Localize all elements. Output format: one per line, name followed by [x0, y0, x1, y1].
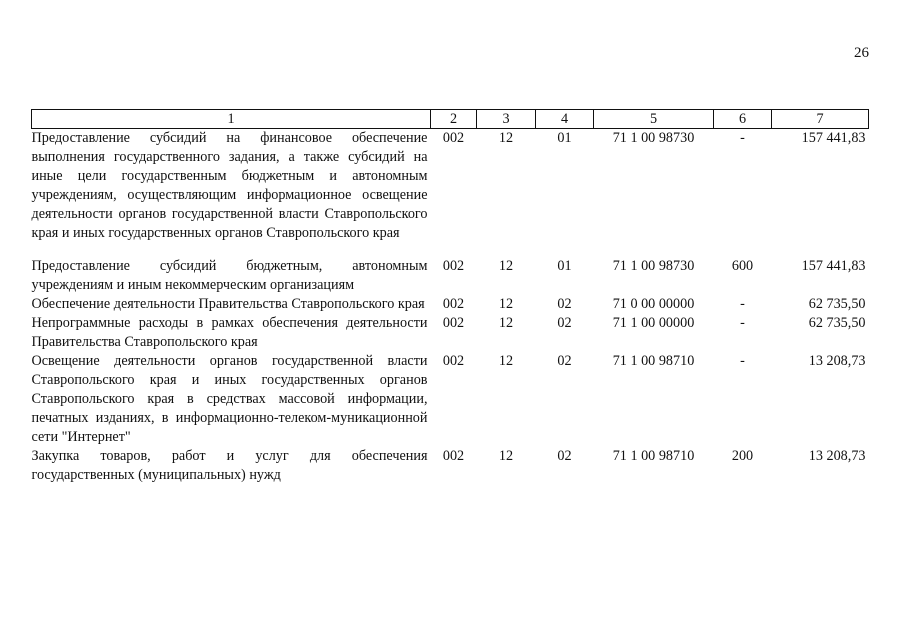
table-row [32, 295, 869, 314]
row-expense-type: - [740, 353, 745, 369]
header-col-1: 1 [32, 110, 431, 129]
row-ministry: 002 [442, 296, 465, 312]
row-name: Непрограммные расходы в рамках обеспечения деятельности Правительства Ставропольского края [31, 315, 428, 350]
row-ministry: 002 [442, 315, 465, 331]
row-name: Обеспечение деятельности Правительства Ставропольского края [31, 296, 425, 312]
row-subsection: 01 [557, 130, 572, 146]
header-col-5: 5 [594, 110, 714, 129]
header-col-4: 4 [536, 110, 594, 129]
row-amount: 157 441,83 [801, 258, 866, 274]
row-name: Предоставление субсидий бюджетным, автономным учреждениям и иным некоммерческим организациям [31, 258, 428, 293]
row-section: 12 [498, 296, 514, 312]
table-row [32, 352, 869, 447]
row-expense-type: - [740, 296, 745, 312]
row-ministry: 002 [442, 258, 465, 274]
table-row [32, 447, 869, 485]
header-col-3: 3 [477, 110, 536, 129]
row-expense-type: - [740, 315, 745, 331]
row-expense-type: - [740, 130, 745, 146]
row-amount: 157 441,83 [801, 130, 866, 146]
row-target: 71 1 00 00000 [612, 315, 695, 331]
table-row [32, 314, 869, 352]
row-name: Закупка товаров, работ и услуг для обеспечения государственных (муниципальных) нужд [31, 448, 428, 483]
row-subsection: 02 [557, 448, 572, 464]
header-row [32, 110, 869, 129]
table-row [32, 257, 869, 295]
row-ministry: 002 [442, 353, 465, 369]
row-target: 71 0 00 00000 [612, 296, 695, 312]
row-amount: 62 735,50 [808, 315, 866, 331]
page-number: 26 [854, 45, 869, 61]
row-amount: 62 735,50 [808, 296, 866, 312]
row-subsection: 02 [557, 296, 572, 312]
header-col-7: 7 [772, 110, 869, 129]
row-section: 12 [498, 258, 514, 274]
table-body [32, 129, 869, 486]
budget-table [31, 109, 869, 485]
row-target: 71 1 00 98730 [612, 258, 695, 274]
row-section: 12 [498, 353, 514, 369]
row-target: 71 1 00 98730 [612, 130, 695, 146]
row-subsection: 02 [557, 315, 572, 331]
row-amount: 13 208,73 [808, 448, 866, 464]
row-ministry: 002 [442, 448, 465, 464]
row-expense-type: 600 [731, 258, 754, 274]
row-name: Предоставление субсидий на финансовое обеспечение выполнения государственного задания, а также субсидий на иные цели государственным бюджетным и автономным учреждениям, осуществляющим информационное освещение деятельности органов государственной власти Ставропольского края и иных государственных органов Ставропольского края [31, 130, 428, 241]
row-amount: 13 208,73 [808, 353, 866, 369]
table-header [32, 110, 869, 129]
row-name: Освещение деятельности органов государственной власти Ставропольского края и иных государственных органов Ставропольского края в средствах массовой информации, печатных изданиях, в информационно-телеком-муникационной сети "Интернет" [31, 353, 428, 445]
header-col-2: 2 [431, 110, 477, 129]
row-subsection: 01 [557, 258, 572, 274]
row-expense-type: 200 [731, 448, 754, 464]
row-section: 12 [498, 448, 514, 464]
table-row [32, 129, 869, 258]
header-col-6: 6 [714, 110, 772, 129]
row-section: 12 [498, 130, 514, 146]
row-subsection: 02 [557, 353, 572, 369]
row-ministry: 002 [442, 130, 465, 146]
row-target: 71 1 00 98710 [612, 448, 695, 464]
row-section: 12 [498, 315, 514, 331]
row-target: 71 1 00 98710 [612, 353, 695, 369]
